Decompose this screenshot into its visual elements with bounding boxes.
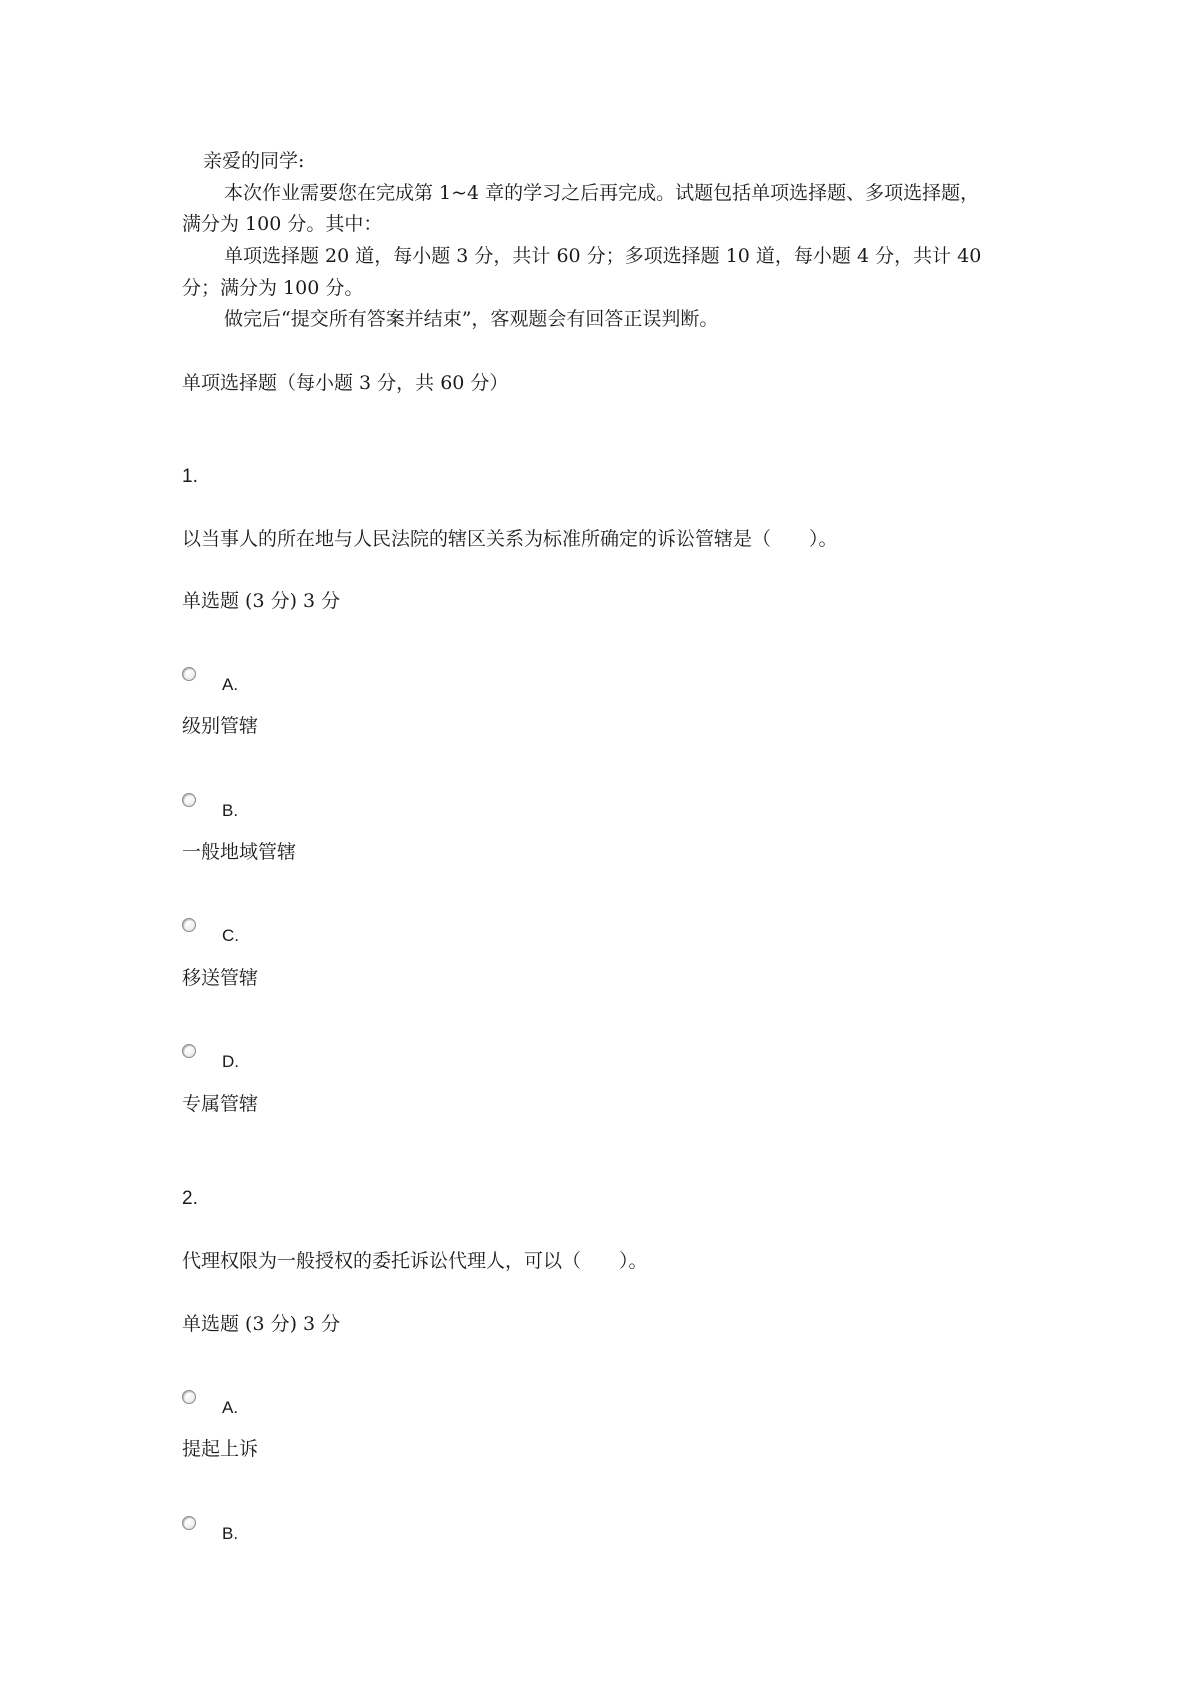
intro-line-1: 本次作业需要您在完成第 1~4 章的学习之后再完成。试题包括单项选择题、多项选择题， [224, 182, 980, 204]
question-1-number: 1. [182, 466, 198, 487]
question-1-option-c-radio[interactable] [182, 918, 196, 932]
question-2-number: 2. [182, 1188, 198, 1209]
question-1-option-b-text: 一般地域管辖 [182, 841, 297, 863]
question-1-option-c-letter: C. [222, 926, 239, 945]
intro-line-4: 分；满分为 100 分。 [182, 277, 364, 299]
question-2-stem: 代理权限为一般授权的委托诉讼代理人，可以（ ）。 [182, 1250, 648, 1272]
question-2-type-label: 单选题 (3 分) 3 分 [182, 1313, 341, 1335]
question-2-option-b-letter: B. [222, 1524, 239, 1543]
intro-line-5: 做完后“提交所有答案并结束”，客观题会有回答正误判断。 [224, 308, 719, 330]
section-title: 单项选择题（每小题 3 分，共 60 分） [182, 372, 509, 394]
question-1-option-a-text: 级别管辖 [182, 715, 259, 737]
question-1-option-c-text: 移送管辖 [182, 967, 259, 989]
question-2-option-b-radio[interactable] [182, 1516, 196, 1530]
question-2-option-a-radio[interactable] [182, 1390, 196, 1404]
intro-greeting: 亲爱的同学: [203, 150, 305, 172]
question-1-stem: 以当事人的所在地与人民法院的辖区关系为标准所确定的诉讼管辖是（ ）。 [182, 528, 838, 550]
question-1-option-d-text: 专属管辖 [182, 1093, 259, 1115]
question-1-option-b-radio[interactable] [182, 793, 196, 807]
question-1-option-b-letter: B. [222, 801, 239, 820]
question-2-option-a-text: 提起上诉 [182, 1438, 259, 1460]
intro-line-3: 单项选择题 20 道，每小题 3 分，共计 60 分；多项选择题 10 道，每小题 4 分，共计 40 [224, 245, 982, 267]
intro-line-2: 满分为 100 分。其中： [182, 213, 383, 235]
question-1-option-a-radio[interactable] [182, 667, 196, 681]
question-1-option-d-radio[interactable] [182, 1044, 196, 1058]
question-1-type-label: 单选题 (3 分) 3 分 [182, 590, 341, 612]
question-2-option-a-letter: A. [222, 1398, 239, 1417]
question-1-option-a-letter: A. [222, 675, 239, 694]
question-1-option-d-letter: D. [222, 1052, 239, 1071]
